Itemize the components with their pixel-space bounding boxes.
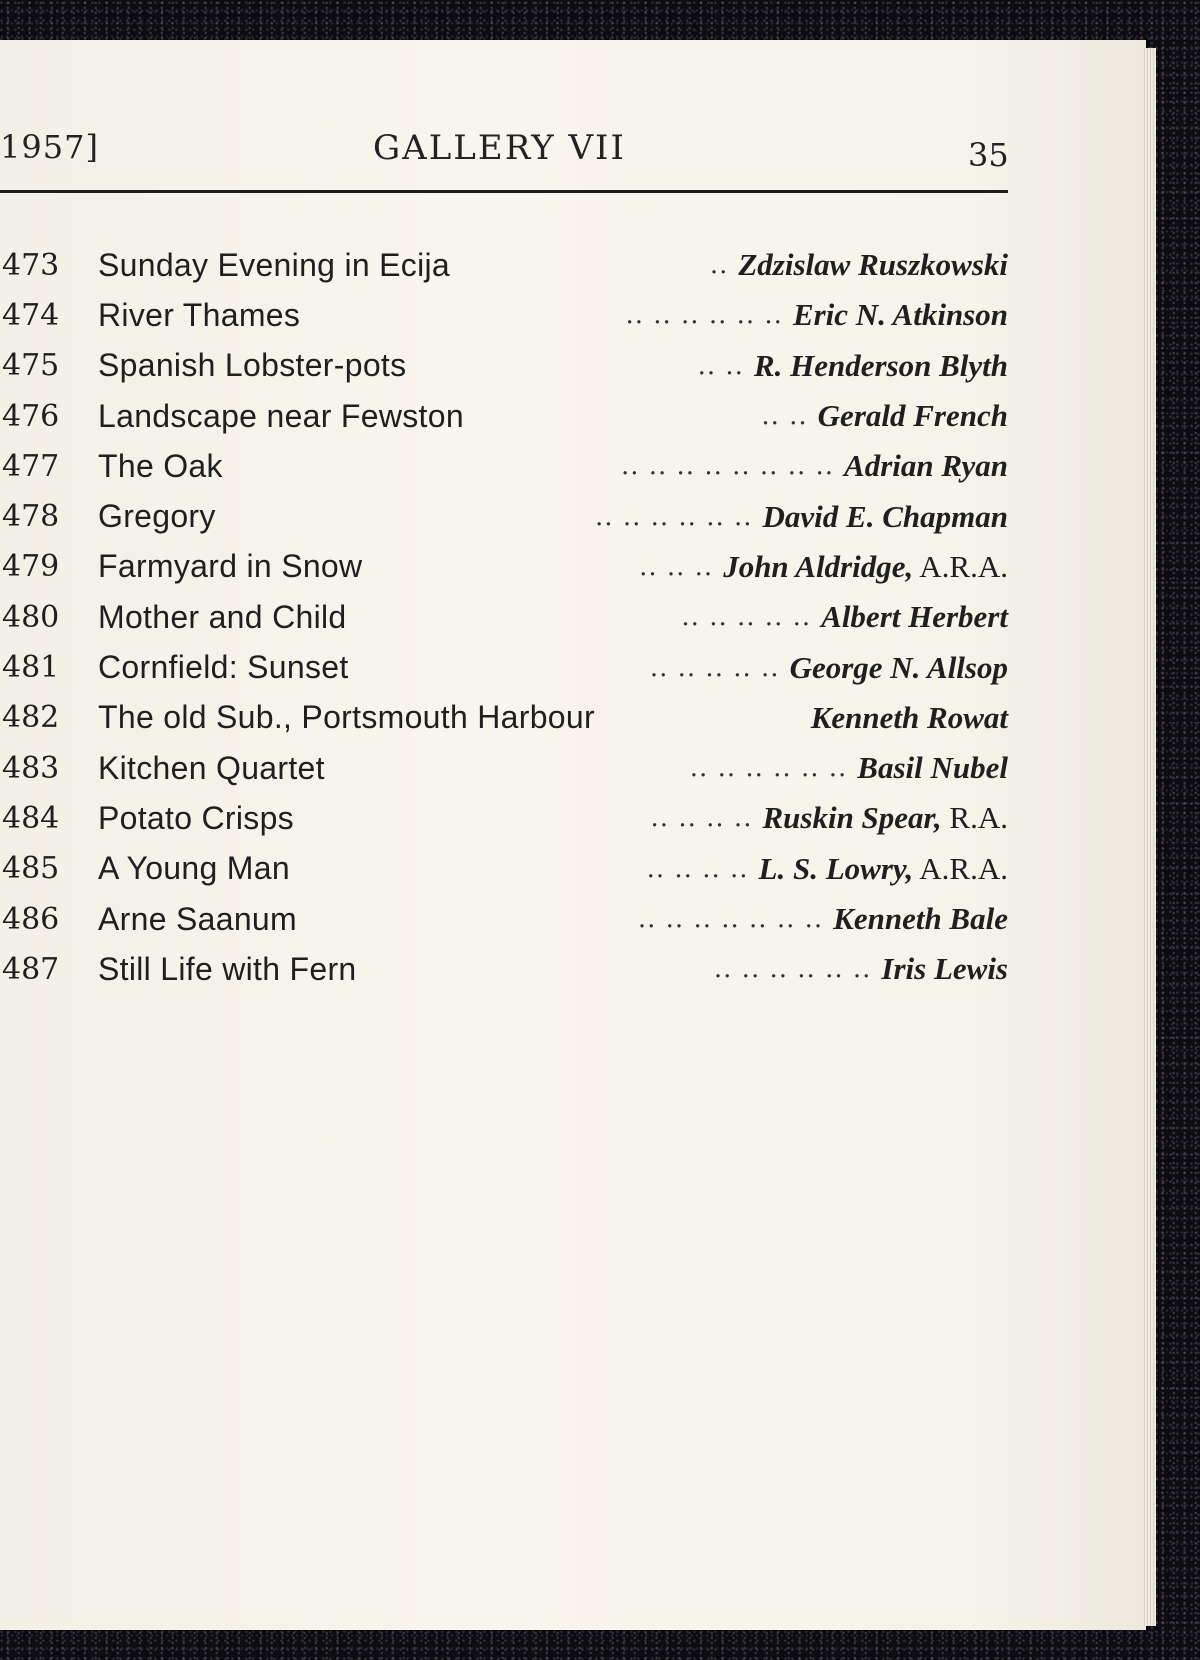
entry-title: The old Sub., Portsmouth Harbour (98, 699, 595, 736)
entry-artist (759, 851, 1008, 887)
artist-name: R. Henderson Blyth (753, 347, 1008, 383)
entry-artist (793, 297, 1008, 333)
artist-name: Gerald French (817, 398, 1008, 434)
dot-leader: .. .. .. .. .. .. (689, 753, 848, 784)
entry-title: River Thames (98, 296, 301, 333)
entry-artist (881, 951, 1008, 987)
page-edge (1144, 48, 1156, 1626)
artist-name: Kenneth Rowat (810, 699, 1008, 735)
entry-number: 485 (2, 851, 60, 887)
header-year: 1957] (0, 128, 99, 166)
artist-name: Albert Herbert (821, 599, 1008, 635)
entry-artist (762, 800, 1008, 836)
entry-number: 478 (2, 499, 60, 535)
entry-number: 474 (2, 297, 60, 333)
dot-leader: .. .. .. .. (650, 803, 753, 834)
entry-number: 473 (2, 247, 60, 283)
entry-title: Mother and Child (98, 598, 347, 635)
dot-leader: .. .. (761, 401, 808, 432)
entry-artist (857, 750, 1008, 786)
entry-artist (821, 599, 1008, 635)
entry-number: 486 (2, 901, 60, 937)
entry-title: Arne Saanum (98, 900, 297, 937)
catalogue-entry (0, 743, 1008, 793)
dot-leader: .. .. .. .. .. .. .. .. (620, 451, 835, 482)
entry-title: Farmyard in Snow (98, 548, 363, 585)
entry-number: 483 (2, 750, 60, 786)
artist-name: George N. Allsop (789, 649, 1008, 685)
entry-number: 481 (2, 650, 60, 686)
artist-name: John Aldridge, (723, 548, 914, 584)
dot-leader: .. (709, 250, 729, 281)
dot-leader: .. .. .. .. .. .. (595, 501, 753, 532)
entry-title: Kitchen Quartet (98, 749, 325, 786)
catalogue-entry (0, 894, 1008, 944)
catalogue-entry (0, 793, 1008, 843)
entry-number: 484 (2, 800, 60, 836)
header-title: GALLERY VII (373, 128, 626, 168)
catalogue-entry (0, 391, 1008, 441)
entry-title: Landscape near Fewston (98, 397, 464, 434)
dot-leader: .. .. .. .. .. .. (625, 300, 783, 331)
catalogue-entry (0, 290, 1008, 340)
entry-title: Sunday Evening in Ecija (98, 246, 451, 283)
entry-number: 487 (2, 951, 60, 987)
catalogue-entry (0, 341, 1008, 391)
artist-name: Basil Nubel (857, 750, 1008, 786)
entry-title: Cornfield: Sunset (98, 649, 349, 686)
catalogue-entry (0, 642, 1008, 692)
dot-leader: .. .. .. .. .. (681, 602, 812, 633)
entry-artist (738, 247, 1008, 283)
catalogue-entry (0, 944, 1008, 994)
artist-honour: A.R.A. (919, 850, 1008, 886)
catalogue-entry (0, 491, 1008, 541)
artist-name: Zdzislaw Ruszkowski (738, 247, 1008, 283)
catalogue-entry (0, 693, 1008, 743)
entry-title: Gregory (98, 498, 216, 535)
entry-artist (754, 348, 1008, 384)
entry-number: 479 (2, 549, 60, 585)
entry-artist (790, 650, 1008, 686)
catalogue-entry (0, 844, 1008, 894)
entry-title: The Oak (98, 447, 223, 484)
entry-number: 477 (2, 448, 60, 484)
entry-title: Spanish Lobster-pots (98, 347, 407, 384)
dot-leader: .. .. .. .. .. .. (713, 954, 872, 985)
artist-name: David E. Chapman (762, 498, 1008, 534)
entry-number: 475 (2, 348, 60, 384)
catalogue-entry (0, 240, 1008, 290)
book-page (0, 40, 1146, 1630)
dot-leader: .. .. .. .. .. (649, 652, 780, 683)
running-header (0, 128, 1010, 178)
entry-artist (763, 499, 1008, 535)
catalogue-list (0, 240, 1008, 994)
artist-name: L. S. Lowry, (758, 850, 914, 886)
entry-artist (811, 700, 1008, 736)
entry-artist (833, 901, 1008, 937)
dot-leader: .. .. .. .. .. .. .. (637, 904, 824, 934)
entry-artist (818, 398, 1008, 434)
header-rule (0, 190, 1008, 193)
artist-honour: A.R.A. (919, 548, 1008, 584)
catalogue-entry (0, 592, 1008, 642)
entry-title: A Young Man (98, 850, 290, 887)
dot-leader: .. .. (697, 350, 744, 381)
page-number: 35 (968, 136, 1009, 174)
dot-leader: .. .. .. (639, 551, 714, 582)
artist-name: Kenneth Bale (833, 901, 1008, 936)
catalogue-entry (0, 542, 1008, 592)
dot-leader: .. .. .. .. (646, 853, 749, 884)
entry-artist (723, 549, 1008, 585)
artist-honour: R.A. (949, 800, 1008, 836)
catalogue-entry (0, 441, 1008, 491)
entry-number: 482 (2, 700, 60, 736)
artist-name: Eric N. Atkinson (792, 297, 1008, 333)
artist-name: Adrian Ryan (844, 448, 1008, 484)
artist-name: Iris Lewis (881, 951, 1008, 987)
entry-artist (844, 448, 1008, 484)
artist-name: Ruskin Spear, (762, 800, 942, 836)
entry-title: Potato Crisps (98, 799, 294, 836)
entry-number: 476 (2, 398, 60, 434)
entry-title: Still Life with Fern (98, 950, 357, 987)
entry-number: 480 (2, 599, 60, 635)
